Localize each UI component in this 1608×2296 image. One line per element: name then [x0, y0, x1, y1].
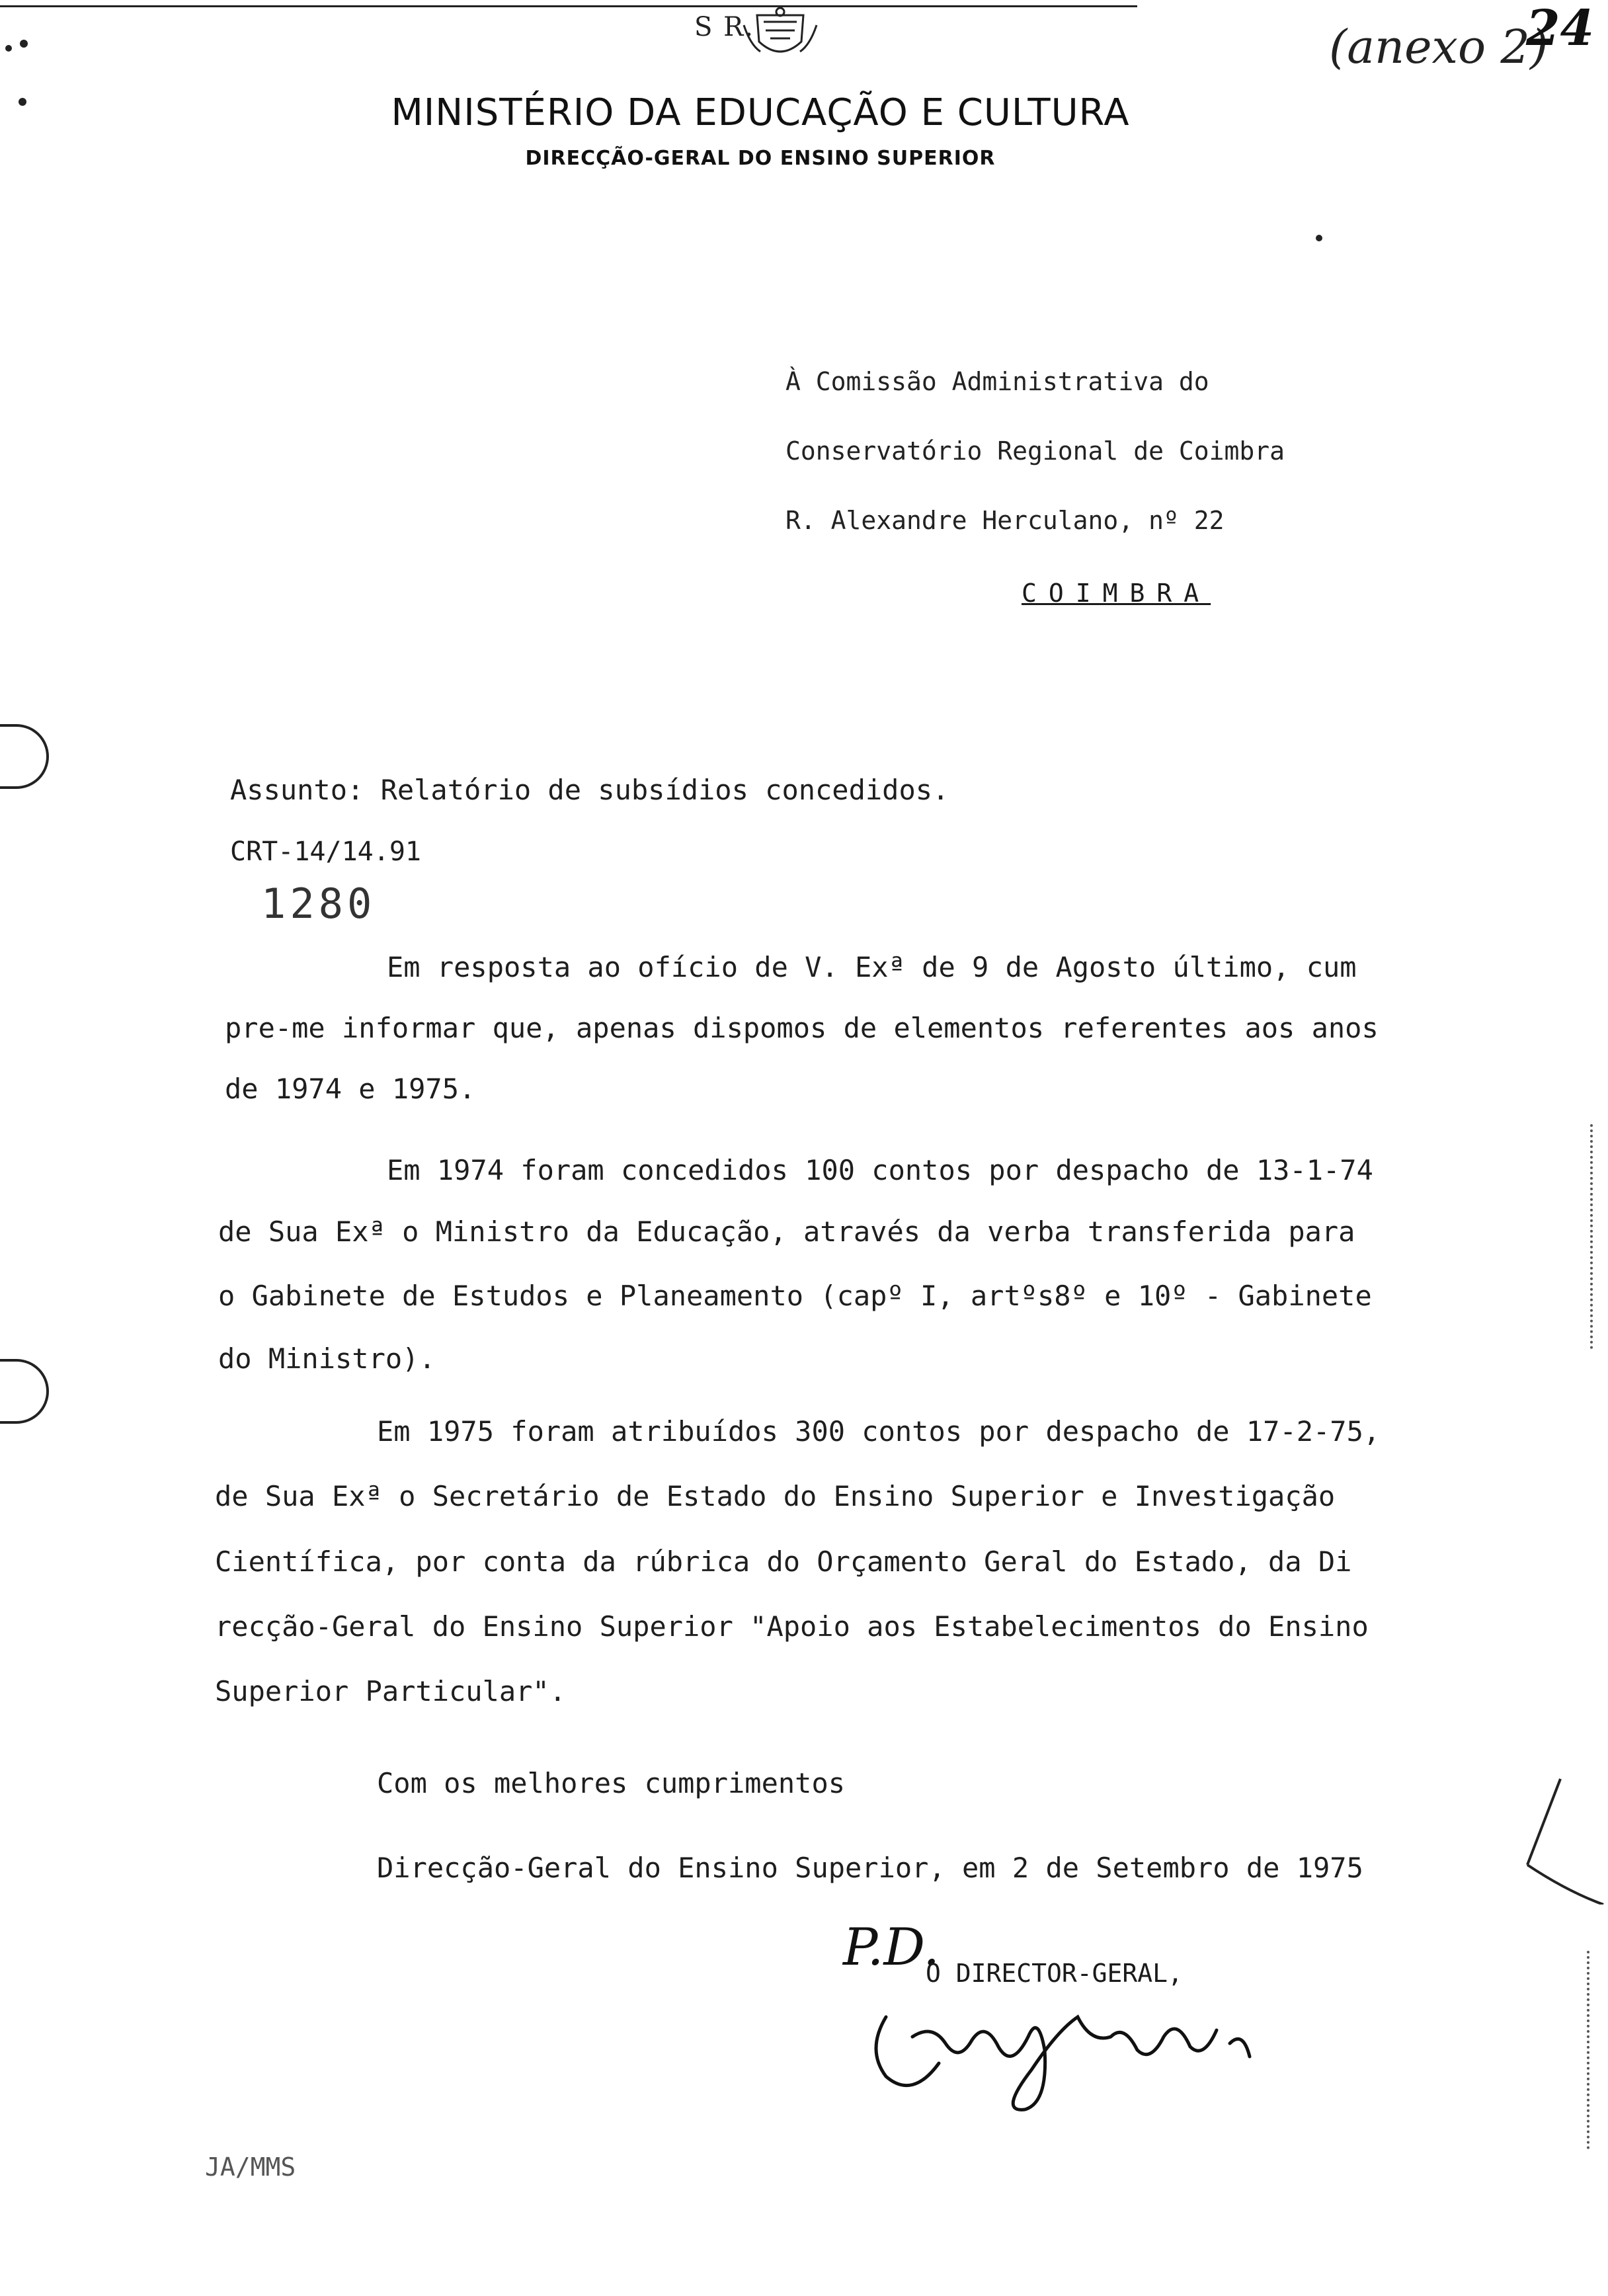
paragraph-3-line-4: recção-Geral do Ensino Superior "Apoio aos Estabelecimentos do Ensino: [215, 1610, 1369, 1643]
handwritten-signature: [860, 1990, 1283, 2116]
margin-stroke-mark: [1514, 1772, 1607, 1905]
subject-line: Assunto: Relatório de subsídios concedidos.: [230, 774, 949, 806]
scan-speck: [20, 40, 28, 48]
place-date-line: Direcção-Geral do Ensino Superior, em 2 de Setembro de 1975: [377, 1852, 1363, 1884]
scan-speck: [19, 98, 26, 106]
recipient-line-3: R. Alexandre Herculano, nº 22: [785, 506, 1225, 535]
paragraph-3-line-3: Científica, por conta da rúbrica do Orçamento Geral do Estado, da Di: [215, 1545, 1352, 1578]
scan-speck: [1316, 235, 1322, 241]
recipient-city: COIMBRA: [1022, 579, 1211, 608]
paragraph-3-line-1: Em 1975 foram atribuídos 300 contos por despacho de 17-2-75,: [377, 1415, 1381, 1448]
direction-heading: DIRECÇÃO-GERAL DO ENSINO SUPERIOR: [525, 147, 996, 170]
paragraph-2-line-2: de Sua Exª o Ministro da Educação, através da verba transferida para: [218, 1215, 1355, 1248]
recipient-line-2: Conservatório Regional de Coimbra: [785, 436, 1285, 466]
typist-initials: JA/MMS: [205, 2152, 296, 2182]
pdo-initials: P.D.: [843, 1918, 940, 1977]
sheet-number: 24: [1526, 0, 1594, 57]
paragraph-1-line-1: Em resposta ao ofício de V. Exª de 9 de Agosto último, cum: [387, 951, 1357, 983]
punch-hole-mark: [0, 1359, 49, 1424]
annex-note: (anexo 2): [1329, 20, 1548, 74]
signatory-title: O DIRECTOR-GERAL,: [926, 1959, 1183, 1988]
paragraph-2-line-3: o Gabinete de Estudos e Planeamento (capº I, artºs8º e 10º - Gabinete: [218, 1280, 1372, 1312]
paragraph-1-line-3: de 1974 e 1975.: [225, 1073, 476, 1105]
ministry-heading: MINISTÉRIO DA EDUCAÇÃO E CULTURA: [391, 91, 1130, 134]
paragraph-2-line-1: Em 1974 foram concedidos 100 contos por despacho de 13-1-74: [387, 1154, 1373, 1186]
paragraph-2-line-4: do Ministro).: [218, 1342, 436, 1375]
edge-dotted-mark: [1587, 1951, 1592, 2149]
paragraph-1-line-2: pre-me informar que, apenas dispomos de elementos referentes aos anos: [225, 1012, 1379, 1044]
recipient-line-1: À Comissão Administrativa do: [785, 367, 1209, 396]
punch-hole-mark: [0, 724, 49, 789]
closing-line: Com os melhores cumprimentos: [377, 1767, 846, 1799]
handwritten-reference-number: 1280: [261, 880, 376, 928]
paragraph-3-line-2: de Sua Exª o Secretário de Estado do Ensino Superior e Investigação: [215, 1480, 1336, 1512]
scan-speck: [5, 45, 12, 52]
top-border-line: [0, 5, 1137, 7]
paragraph-3-line-5: Superior Particular".: [215, 1675, 567, 1707]
reference-code: CRT-14/14.91: [230, 837, 421, 867]
seal-caption: S R.: [694, 12, 754, 42]
edge-dotted-mark: [1590, 1124, 1595, 1349]
